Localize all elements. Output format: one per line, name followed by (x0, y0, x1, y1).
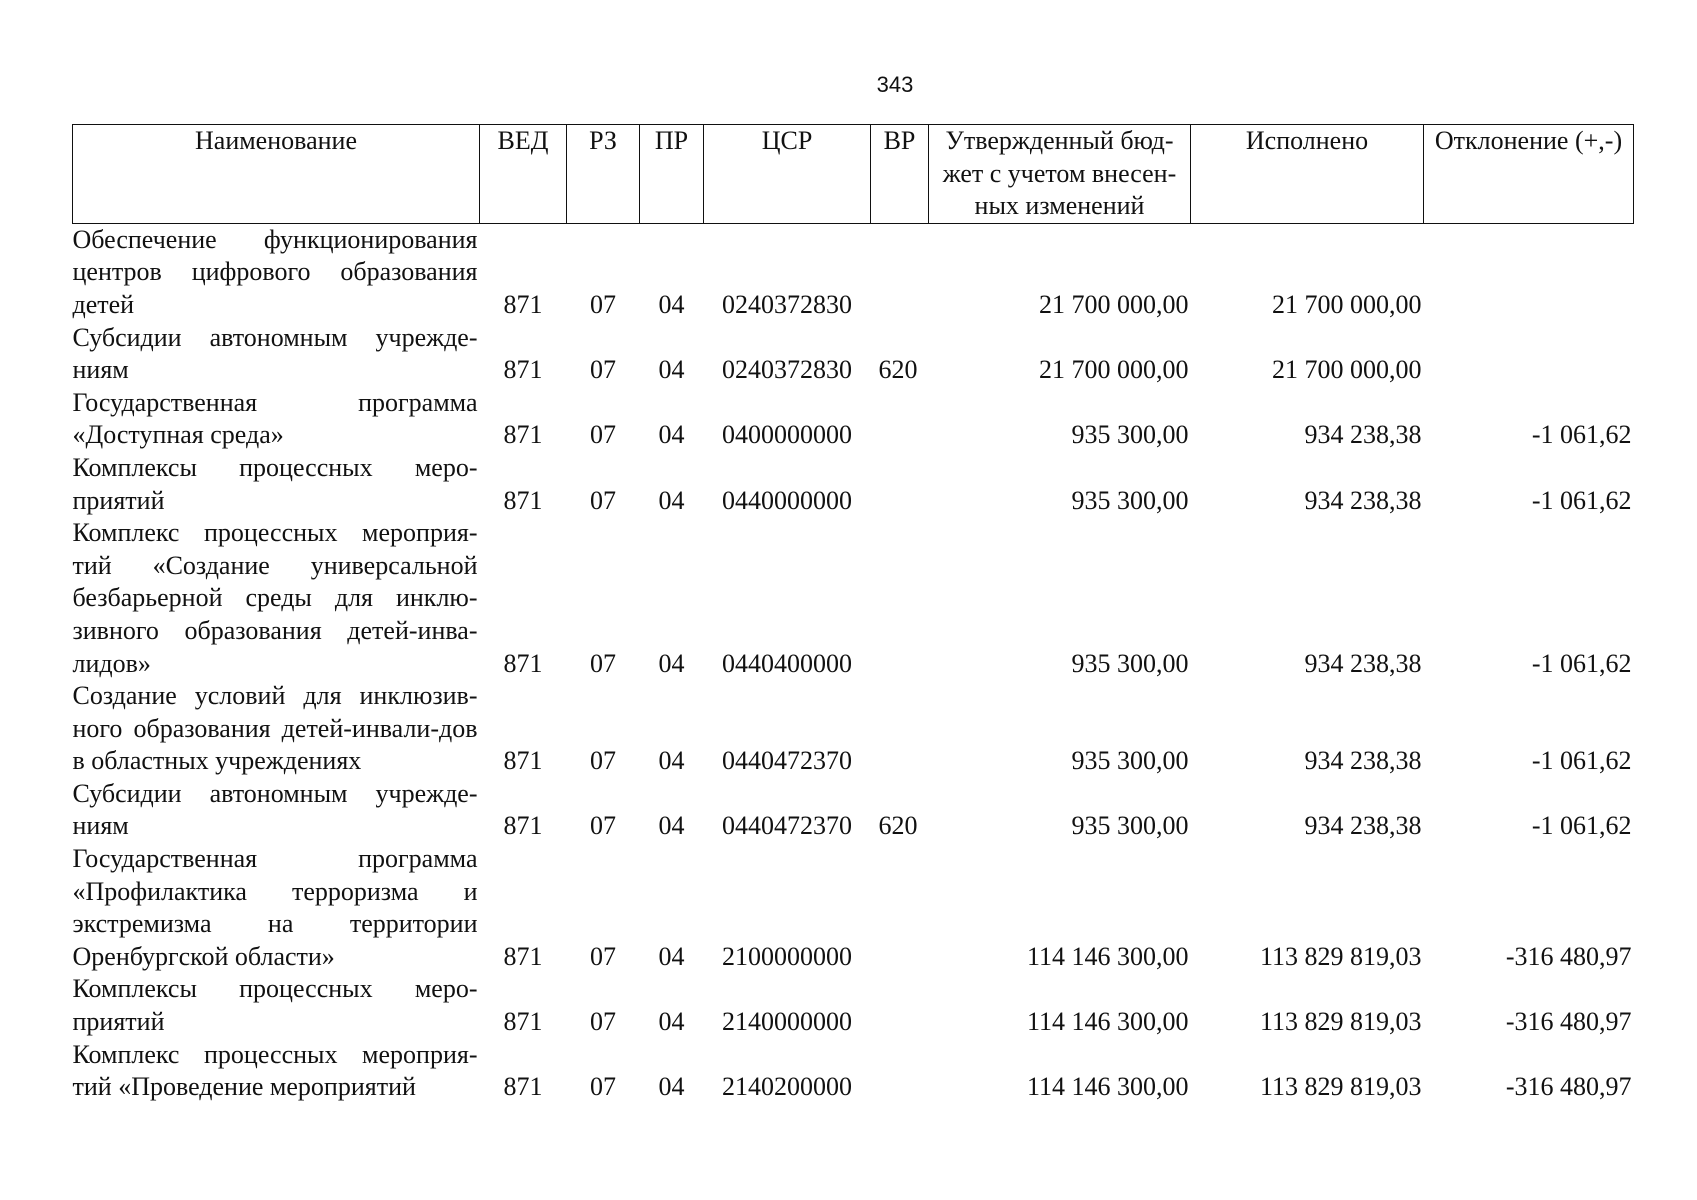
table-row (73, 778, 1634, 843)
row-ved: 871 (503, 289, 543, 319)
row-rz: 07 (590, 1007, 616, 1037)
row-vr (871, 517, 929, 680)
row-csr: 0440400000 (722, 648, 852, 678)
header-ved: ВЕД (480, 125, 567, 224)
row-deviation: -316 480,97 (1505, 1072, 1632, 1102)
row-rz: 07 (590, 485, 616, 515)
row-vr: 620 (878, 355, 918, 385)
row-executed: 113 829 819,03 (1259, 1072, 1422, 1102)
row-deviation: -316 480,97 (1505, 941, 1632, 971)
row-rz: 07 (590, 289, 616, 319)
row-name: Государственная программа «Доступная среда» (72, 387, 478, 450)
row-ved: 871 (503, 355, 543, 385)
row-csr: 2100000000 (722, 941, 852, 971)
row-vr (871, 843, 929, 973)
header-budget-line-1: Утвержденный бюд- (945, 126, 1174, 155)
row-csr: 0440472370 (722, 811, 852, 841)
row-name: Субсидии автономным учрежде-ниям (72, 778, 478, 841)
header-vr: ВР (871, 125, 929, 224)
row-budget: 935 300,00 (1071, 811, 1189, 841)
row-vr (871, 973, 929, 1038)
row-deviation: -1 061,62 (1531, 811, 1632, 841)
row-name: Комплексы процессных меро-приятий (72, 974, 478, 1037)
row-budget: 21 700 000,00 (1039, 355, 1189, 385)
row-vr (871, 452, 929, 517)
budget-table (72, 124, 1634, 1104)
row-rz: 07 (590, 746, 616, 776)
row-ved: 871 (503, 420, 543, 450)
table-row (73, 973, 1634, 1038)
row-csr: 0440472370 (722, 746, 852, 776)
table-row (73, 517, 1634, 680)
row-budget: 114 146 300,00 (1026, 1072, 1189, 1102)
row-deviation: -1 061,62 (1531, 746, 1632, 776)
row-ved: 871 (503, 941, 543, 971)
row-deviation: -316 480,97 (1505, 1007, 1632, 1037)
header-budget-line-3: ных изменений (974, 191, 1145, 221)
table-header-row (73, 125, 1634, 224)
row-pr: 04 (658, 485, 685, 515)
row-deviation: -1 061,62 (1531, 420, 1632, 450)
row-ved: 871 (503, 648, 543, 678)
row-csr: 0240372830 (722, 355, 852, 385)
row-ved: 871 (503, 1072, 543, 1102)
row-rz: 07 (590, 811, 616, 841)
row-ved: 871 (503, 1007, 543, 1037)
row-csr: 2140000000 (722, 1007, 852, 1037)
row-name: Обеспечение функционирования центров цифрового образования детей (72, 224, 478, 319)
row-rz: 07 (590, 648, 616, 678)
row-executed: 934 238,38 (1304, 485, 1422, 515)
row-budget: 114 146 300,00 (1026, 941, 1189, 971)
row-name: Государственная программа «Профилактика терроризма и экстремизма на территории Оренбургской области» (72, 844, 478, 971)
row-executed: 934 238,38 (1304, 811, 1422, 841)
row-executed: 113 829 819,03 (1259, 941, 1422, 971)
row-csr: 2140200000 (722, 1072, 852, 1102)
row-pr: 04 (658, 648, 685, 678)
row-vr (871, 387, 929, 452)
header-rz: РЗ (567, 125, 640, 224)
header-pr: ПР (640, 125, 704, 224)
row-rz: 07 (590, 355, 616, 385)
row-ved: 871 (503, 811, 543, 841)
header-deviation: Отклонение (+,-) (1424, 125, 1634, 224)
row-pr: 04 (658, 355, 685, 385)
row-budget: 935 300,00 (1071, 485, 1189, 515)
row-vr (871, 680, 929, 778)
row-executed: 934 238,38 (1304, 648, 1422, 678)
table-row (73, 452, 1634, 517)
row-pr: 04 (658, 1072, 685, 1102)
row-budget: 21 700 000,00 (1039, 289, 1189, 319)
row-budget: 935 300,00 (1071, 746, 1189, 776)
table-row (73, 223, 1634, 321)
row-executed: 21 700 000,00 (1272, 355, 1422, 385)
row-name: Комплекс процессных мероприя-тий «Создание универсальной безбарьерной среды для инклю-зивного образования детей-инва-лидов» (72, 518, 478, 678)
row-budget: 935 300,00 (1071, 420, 1189, 450)
row-pr: 04 (658, 746, 685, 776)
row-ved: 871 (503, 746, 543, 776)
row-name: Субсидии автономным учрежде-ниям (72, 322, 478, 385)
header-budget (929, 125, 1191, 224)
table-row (73, 680, 1634, 778)
row-name: Комплексы процессных меро-приятий (72, 452, 478, 515)
row-pr: 04 (658, 811, 685, 841)
row-executed: 934 238,38 (1304, 420, 1422, 450)
header-csr: ЦСР (704, 125, 871, 224)
header-budget-line-2: жет с учетом внесен- (942, 158, 1177, 188)
row-vr (871, 1039, 929, 1104)
row-budget: 935 300,00 (1071, 648, 1189, 678)
row-vr (871, 223, 929, 321)
row-deviation (1424, 223, 1634, 321)
row-executed: 21 700 000,00 (1272, 289, 1422, 319)
row-rz: 07 (590, 420, 616, 450)
row-rz: 07 (590, 1072, 616, 1102)
row-name: Комплекс процессных мероприя-тий «Проведение мероприятий (72, 1039, 478, 1102)
table-row (73, 1039, 1634, 1104)
row-ved: 871 (503, 485, 543, 515)
row-csr: 0400000000 (722, 420, 852, 450)
table-row (73, 322, 1634, 387)
header-executed: Исполнено (1191, 125, 1424, 224)
row-pr: 04 (658, 289, 685, 319)
row-name: Создание условий для инклюзив-ного образования детей-инвали-дов в областных учреждениях (72, 681, 478, 776)
row-csr: 0440000000 (722, 485, 852, 515)
row-executed: 934 238,38 (1304, 746, 1422, 776)
row-deviation (1424, 322, 1634, 387)
row-csr: 0240372830 (722, 289, 852, 319)
row-pr: 04 (658, 1007, 685, 1037)
row-rz: 07 (590, 941, 616, 971)
row-executed: 113 829 819,03 (1259, 1007, 1422, 1037)
row-deviation: -1 061,62 (1531, 485, 1632, 515)
page-number: 343 (876, 72, 914, 97)
row-deviation: -1 061,62 (1531, 648, 1632, 678)
header-name: Наименование (73, 125, 480, 224)
table-row (73, 387, 1634, 452)
row-pr: 04 (658, 941, 685, 971)
row-vr: 620 (878, 811, 918, 841)
table-row (73, 843, 1634, 973)
row-pr: 04 (658, 420, 685, 450)
row-budget: 114 146 300,00 (1026, 1007, 1189, 1037)
